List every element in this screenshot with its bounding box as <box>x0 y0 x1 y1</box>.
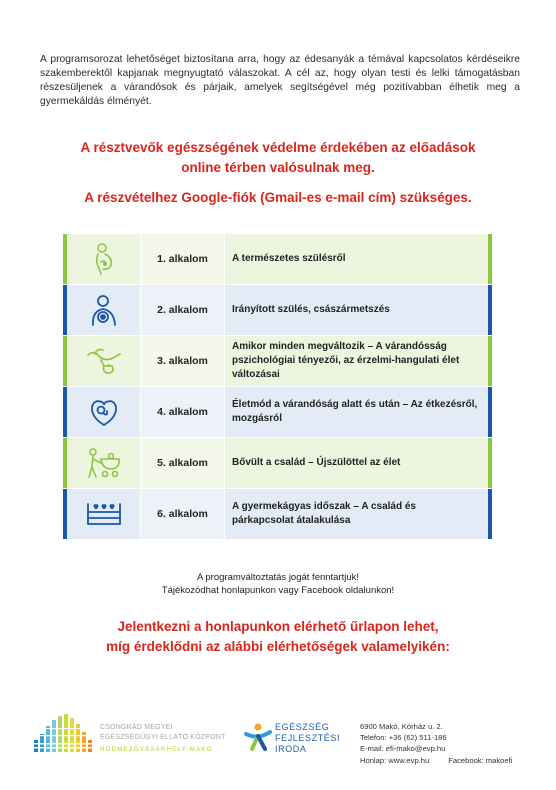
session-topic: Életmód a várandóság alatt és után – Az étkezésről, mozgásról <box>232 399 478 424</box>
session-number: 2. alkalom <box>141 285 225 335</box>
contact-website[interactable]: Honlap: www.evp.hu <box>360 755 430 765</box>
session-number: 4. alkalom <box>141 387 225 437</box>
county-center-name-line1: CSONGRÁD MEGYEI <box>100 724 173 731</box>
mother-baby-icon <box>67 285 141 335</box>
bed-hearts-icon <box>67 489 141 539</box>
session-topic: A természetes szülésről <box>232 253 346 264</box>
session-number: 3. alkalom <box>141 336 225 386</box>
session-topic: Bővült a család – Újszülöttel az élet <box>232 457 401 468</box>
session-row <box>63 336 492 386</box>
stork-icon <box>67 336 141 386</box>
session-topic: A gyermekágyas időszak – A család és párkapcsolat átalakulása <box>232 501 416 526</box>
efi-logo-text <box>275 722 340 755</box>
stroller-family-icon <box>67 438 141 488</box>
session-number: 5. alkalom <box>141 438 225 488</box>
contact-phone: Telefon: +36 (62) 511-186 <box>360 733 447 743</box>
online-notice <box>0 138 556 178</box>
session-row <box>63 285 492 335</box>
change-notice: A programváltoztatás jogát fenntartjuk! <box>196 572 360 583</box>
session-schedule <box>63 234 492 540</box>
session-number: 6. alkalom <box>141 489 225 539</box>
apply-notice <box>0 617 556 657</box>
baby-womb-icon <box>67 387 141 437</box>
session-row <box>63 489 492 539</box>
session-topic: Amikor minden megváltozik – A várandósság pszichológiai tényezői, az érzelmi-hangulati élet változásai <box>232 341 460 380</box>
intro-paragraph: A programsorozat lehetőséget biztosítana arra, hogy az édesanyák a témával kapcsolatos kérdéseikre szakemberektől kapjanak megnyugtató válaszokat. A cél az, hogy olyan testi és lelki támogatásban részesüljenek a várandósok és párjaik, amelyek segítségével még pozitívabban élhetik meg a gyermekáldás élményét. <box>40 54 520 107</box>
efi-name-line2: FEJLESZTÉSI <box>275 733 341 743</box>
session-row <box>63 438 492 488</box>
apply-notice-line1: Jelentkezni a honlapunkon elérhető űrlapon lehet, <box>117 619 439 634</box>
online-notice-line1: A résztvevők egészségének védelme érdekében az előadások <box>80 140 476 155</box>
contact-facebook[interactable]: Facebook: makoefi <box>448 755 513 765</box>
info-notice: Tájékozódhat honlapunkon vagy Facebook oldalunkon! <box>161 585 395 596</box>
efi-logo-icon <box>243 722 273 757</box>
apply-notice-line2: míg érdeklődni az alábbi elérhetőségek valamelyikén: <box>106 639 450 654</box>
session-number: 1. alkalom <box>141 234 225 284</box>
efi-name-line1: EGÉSZSÉG <box>275 722 330 732</box>
contact-info <box>360 721 512 766</box>
online-notice-line2: online térben valósulnak meg. <box>181 160 375 175</box>
efi-name-line3: IRODA <box>275 744 307 754</box>
contact-address: 6900 Makó, Kórház u. 2. <box>360 722 443 731</box>
google-account-notice: A részvételhez Google-fiók (Gmail-es e-mail cím) szükséges. <box>84 190 472 205</box>
pregnant-woman-icon <box>67 234 141 284</box>
county-center-name-line3: HÓDMEZŐVÁSÁRHELY-MAKÓ <box>100 747 213 753</box>
session-row <box>63 387 492 437</box>
footer <box>0 710 556 780</box>
session-topic: Irányított szülés, császármetszés <box>232 304 390 315</box>
county-center-logo <box>32 710 96 759</box>
contact-email[interactable]: E-mail: efi-mako@evp.hu <box>360 744 446 754</box>
county-center-name-line2: EGÉSZSÉGÜGYI ELLÁTÓ KÖZPONT <box>100 734 226 741</box>
session-row <box>63 234 492 284</box>
